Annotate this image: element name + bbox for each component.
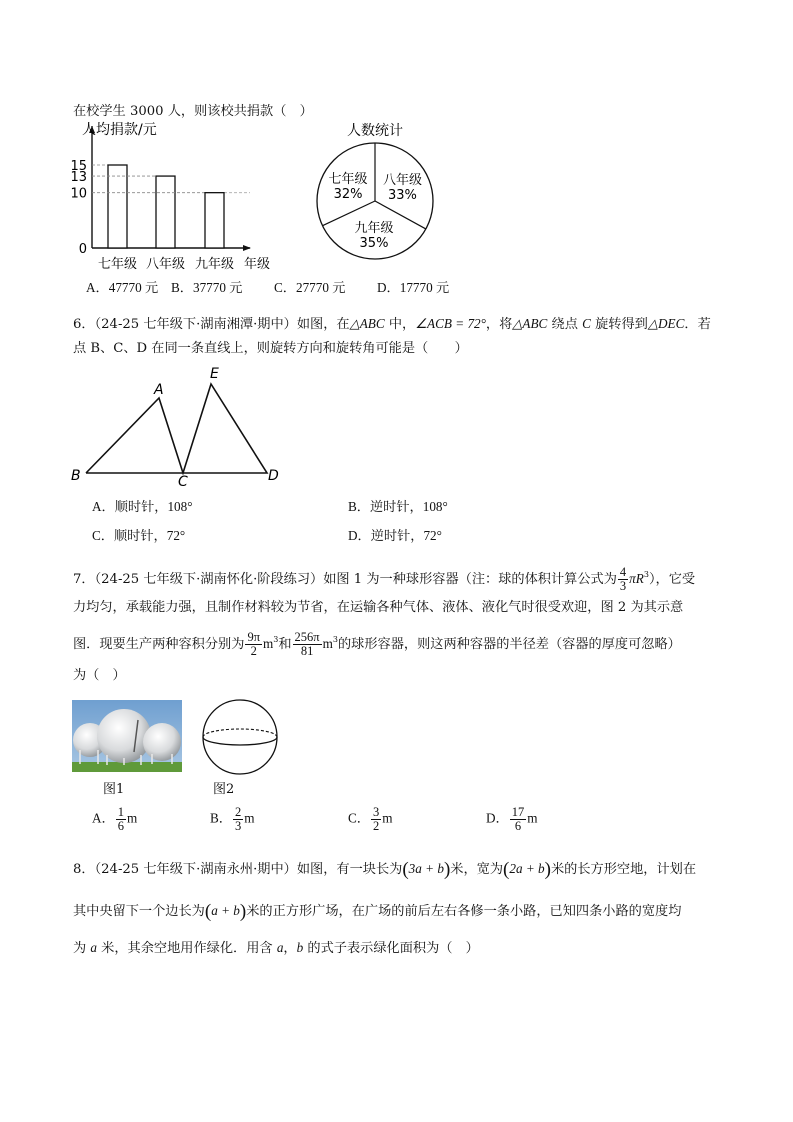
math-triangle: △ABC — [349, 316, 385, 331]
q6-option-a[interactable] — [92, 499, 193, 515]
option-letter: D． — [348, 528, 371, 543]
pie-chart-title: 人数统计 — [347, 123, 403, 139]
unit: m — [126, 810, 138, 826]
text: ， — [283, 941, 297, 956]
option-fraction — [233, 806, 243, 833]
math-triangle: △DEC — [647, 316, 685, 331]
y-tick-label: 0 — [78, 242, 87, 257]
unit: m — [244, 810, 255, 826]
option-text: 逆时针，72° — [370, 528, 442, 543]
q5-bar-chart — [60, 118, 290, 273]
q5-option-c[interactable] — [274, 280, 345, 296]
exponent: 3 — [643, 570, 649, 579]
text: 米，宽为 — [450, 862, 504, 877]
question-number: 6． — [73, 317, 95, 332]
text: 米，其余空地用作绿化．用含 — [96, 941, 277, 956]
question-source: （24-25 七年级下·湖南怀化·阶段练习） — [94, 572, 324, 587]
q7-option-b[interactable] — [210, 806, 255, 833]
option-letter: B． — [210, 810, 232, 826]
text: 如图，有一块长为 — [296, 862, 403, 877]
option-letter: A． — [86, 280, 109, 295]
figure-2-caption: 图2 — [213, 782, 235, 797]
option-letter: D． — [486, 810, 509, 826]
formula-fraction — [618, 566, 628, 593]
denominator: 2 — [372, 819, 380, 833]
paren-close: ) — [239, 901, 247, 922]
question-source: （24-25 七年级下·湖南永州·期中） — [94, 862, 297, 877]
option-letter: C． — [274, 280, 296, 295]
y-tick-label: 10 — [70, 186, 87, 202]
text: 如图，在 — [296, 317, 350, 332]
q7-option-d[interactable] — [486, 806, 537, 833]
text: 旋转得到 — [590, 317, 648, 332]
q8-line-2 — [73, 903, 681, 920]
option-text: 17770 元 — [399, 280, 450, 295]
q5-stem-tail: 在校学生 3000 人，则该校共捐款（ ） — [73, 104, 313, 119]
q8-line-1 — [73, 861, 696, 878]
option-text: 顺时针，108° — [114, 499, 193, 514]
text: 绕点 — [547, 317, 583, 332]
exponent: 3 — [332, 635, 338, 644]
pie-slice-percent: 33% — [388, 187, 417, 203]
math-point: C — [582, 316, 591, 331]
q5-option-a[interactable] — [86, 280, 158, 296]
q8-line-3 — [73, 940, 479, 957]
bar-chart-ylabel: 人均捐款/元 — [82, 122, 157, 138]
x-axis-arrow-icon — [243, 245, 251, 251]
numerator: 1 — [117, 805, 124, 819]
text: 的球形容器，则这两种容器的半径差（容器的厚度可忽略） — [337, 637, 681, 652]
q7-option-c[interactable] — [348, 806, 393, 833]
numerator: 9π — [247, 630, 260, 644]
math-expression: 2a + b — [509, 861, 545, 876]
pie-slice-percent: 35% — [359, 235, 389, 251]
text: 和 — [278, 637, 292, 652]
exponent: 3 — [273, 635, 279, 644]
equator-back — [203, 729, 277, 737]
q7-figure-1-photo — [72, 700, 182, 772]
q5-option-b[interactable] — [171, 280, 242, 296]
formula-pi-r: πR — [629, 571, 644, 586]
bar-chart-xlabel: 年级 — [244, 257, 271, 272]
option-letter: C． — [348, 810, 370, 826]
option-fraction — [116, 806, 126, 833]
text: 其中央留下一个边长为 — [73, 904, 205, 919]
pie-slice-label: 八年级 — [382, 172, 422, 188]
volume-2-fraction — [293, 631, 322, 658]
q7-option-a[interactable] — [92, 806, 137, 833]
math-variable: a — [276, 940, 284, 955]
denominator: 2 — [250, 644, 257, 658]
vertex-label-d: D — [268, 468, 279, 484]
denominator: 81 — [300, 644, 314, 658]
sphere-outline — [203, 700, 277, 774]
option-text: 顺时针，72° — [113, 528, 186, 543]
text: 米的长方形空地，计划在 — [550, 862, 697, 877]
text: 为 — [73, 941, 91, 956]
denominator: 3 — [619, 579, 627, 593]
denominator: 6 — [514, 819, 522, 833]
math-variable: a — [90, 940, 97, 955]
text: 的式子表示绿化面积为（ ） — [303, 941, 479, 956]
q6-line-2: 点 B、C、D 在同一条直线上，则旋转方向和旋转角可能是（ ） — [73, 341, 468, 356]
numerator: 3 — [372, 805, 380, 819]
q6-option-b[interactable] — [348, 499, 448, 515]
q7-line-2: 力均匀，承载能力强，且制作材料较为节省，在运输各种气体、液体、液化气时很受欢迎，图 2 为其示意 — [73, 600, 684, 615]
equator-front — [203, 737, 277, 745]
numerator: 4 — [619, 565, 627, 579]
y-tick-label: 13 — [70, 170, 87, 186]
vertex-label-c: C — [178, 474, 188, 487]
q7-line-1 — [73, 566, 695, 593]
paren-open: ( — [204, 901, 212, 922]
triangles-outline — [86, 384, 267, 473]
math-angle: ∠ACB = 72° — [415, 316, 486, 331]
unit: m — [382, 810, 393, 826]
bar-3 — [205, 193, 224, 248]
option-fraction — [371, 806, 381, 833]
option-letter: C． — [92, 528, 114, 543]
vertex-label-b: B — [71, 468, 81, 484]
x-tick-label: 七年级 — [97, 257, 138, 272]
text: 中， — [384, 317, 416, 332]
pie-slice-percent: 32% — [333, 186, 363, 202]
numerator: 17 — [511, 805, 525, 819]
bar-2 — [156, 176, 175, 248]
q7-line-3 — [73, 631, 681, 658]
y-tick-label: 15 — [70, 159, 87, 174]
text: 米的正方形广场，在广场的前后左右各修一条小路，已知四条小路的宽度均 — [246, 904, 682, 919]
q6-option-c[interactable] — [92, 528, 185, 544]
vertex-label-e: E — [210, 366, 219, 382]
unit: m — [322, 636, 333, 651]
q5-option-d[interactable] — [377, 280, 449, 296]
figure-1-caption: 图1 — [103, 782, 125, 797]
text: 如图 1 为一种球形容器（注：球的体积计算公式为 — [323, 572, 617, 587]
question-number: 8． — [73, 862, 95, 877]
option-text: 逆时针，108° — [369, 499, 448, 514]
option-letter: A． — [92, 499, 115, 514]
pie-slice-label: 九年级 — [354, 220, 394, 236]
option-text: 47770 元 — [108, 280, 159, 295]
question-number: 7． — [73, 572, 95, 587]
q7-figure-2-sphere — [199, 697, 281, 777]
x-tick-label: 八年级 — [145, 257, 186, 272]
question-source: （24-25 七年级下·湖南湘潭·期中） — [94, 317, 297, 332]
option-letter: B． — [171, 280, 193, 295]
option-text: 37770 元 — [192, 280, 243, 295]
math-expression: 3a + b — [408, 861, 444, 876]
option-letter: B． — [348, 499, 370, 514]
q5-pie-chart — [305, 118, 445, 268]
unit: m — [263, 636, 274, 651]
bar-1 — [108, 165, 127, 248]
paren-close: ) — [443, 859, 451, 880]
paren-close: ) — [544, 859, 551, 880]
volume-1-fraction — [245, 631, 262, 658]
math-triangle: △ABC — [512, 316, 548, 331]
text: 图．现要生产两种容积分别为 — [73, 637, 245, 652]
text: ），它受 — [648, 572, 696, 587]
q6-triangle-figure — [68, 362, 298, 487]
paren-open: ( — [503, 859, 510, 880]
option-fraction — [510, 806, 527, 833]
math-variable: b — [296, 940, 304, 955]
text: ，将 — [485, 317, 513, 332]
q6-line-1 — [73, 316, 711, 333]
q7-line-4: 为（ ） — [73, 668, 126, 683]
option-letter: D． — [377, 280, 400, 295]
option-letter: A． — [92, 810, 115, 826]
vertex-label-a: A — [154, 382, 164, 398]
numerator: 256π — [294, 630, 320, 644]
numerator: 2 — [234, 805, 242, 819]
denominator: 3 — [234, 819, 242, 833]
option-text: 27770 元 — [295, 280, 346, 295]
unit: m — [527, 810, 538, 826]
paren-open: ( — [402, 859, 409, 880]
denominator: 6 — [117, 819, 124, 833]
q6-option-d[interactable] — [348, 528, 442, 544]
math-expression: a + b — [211, 903, 240, 918]
text: ．若 — [684, 317, 711, 332]
pie-slice-label: 七年级 — [328, 171, 368, 187]
x-tick-label: 九年级 — [194, 257, 235, 272]
